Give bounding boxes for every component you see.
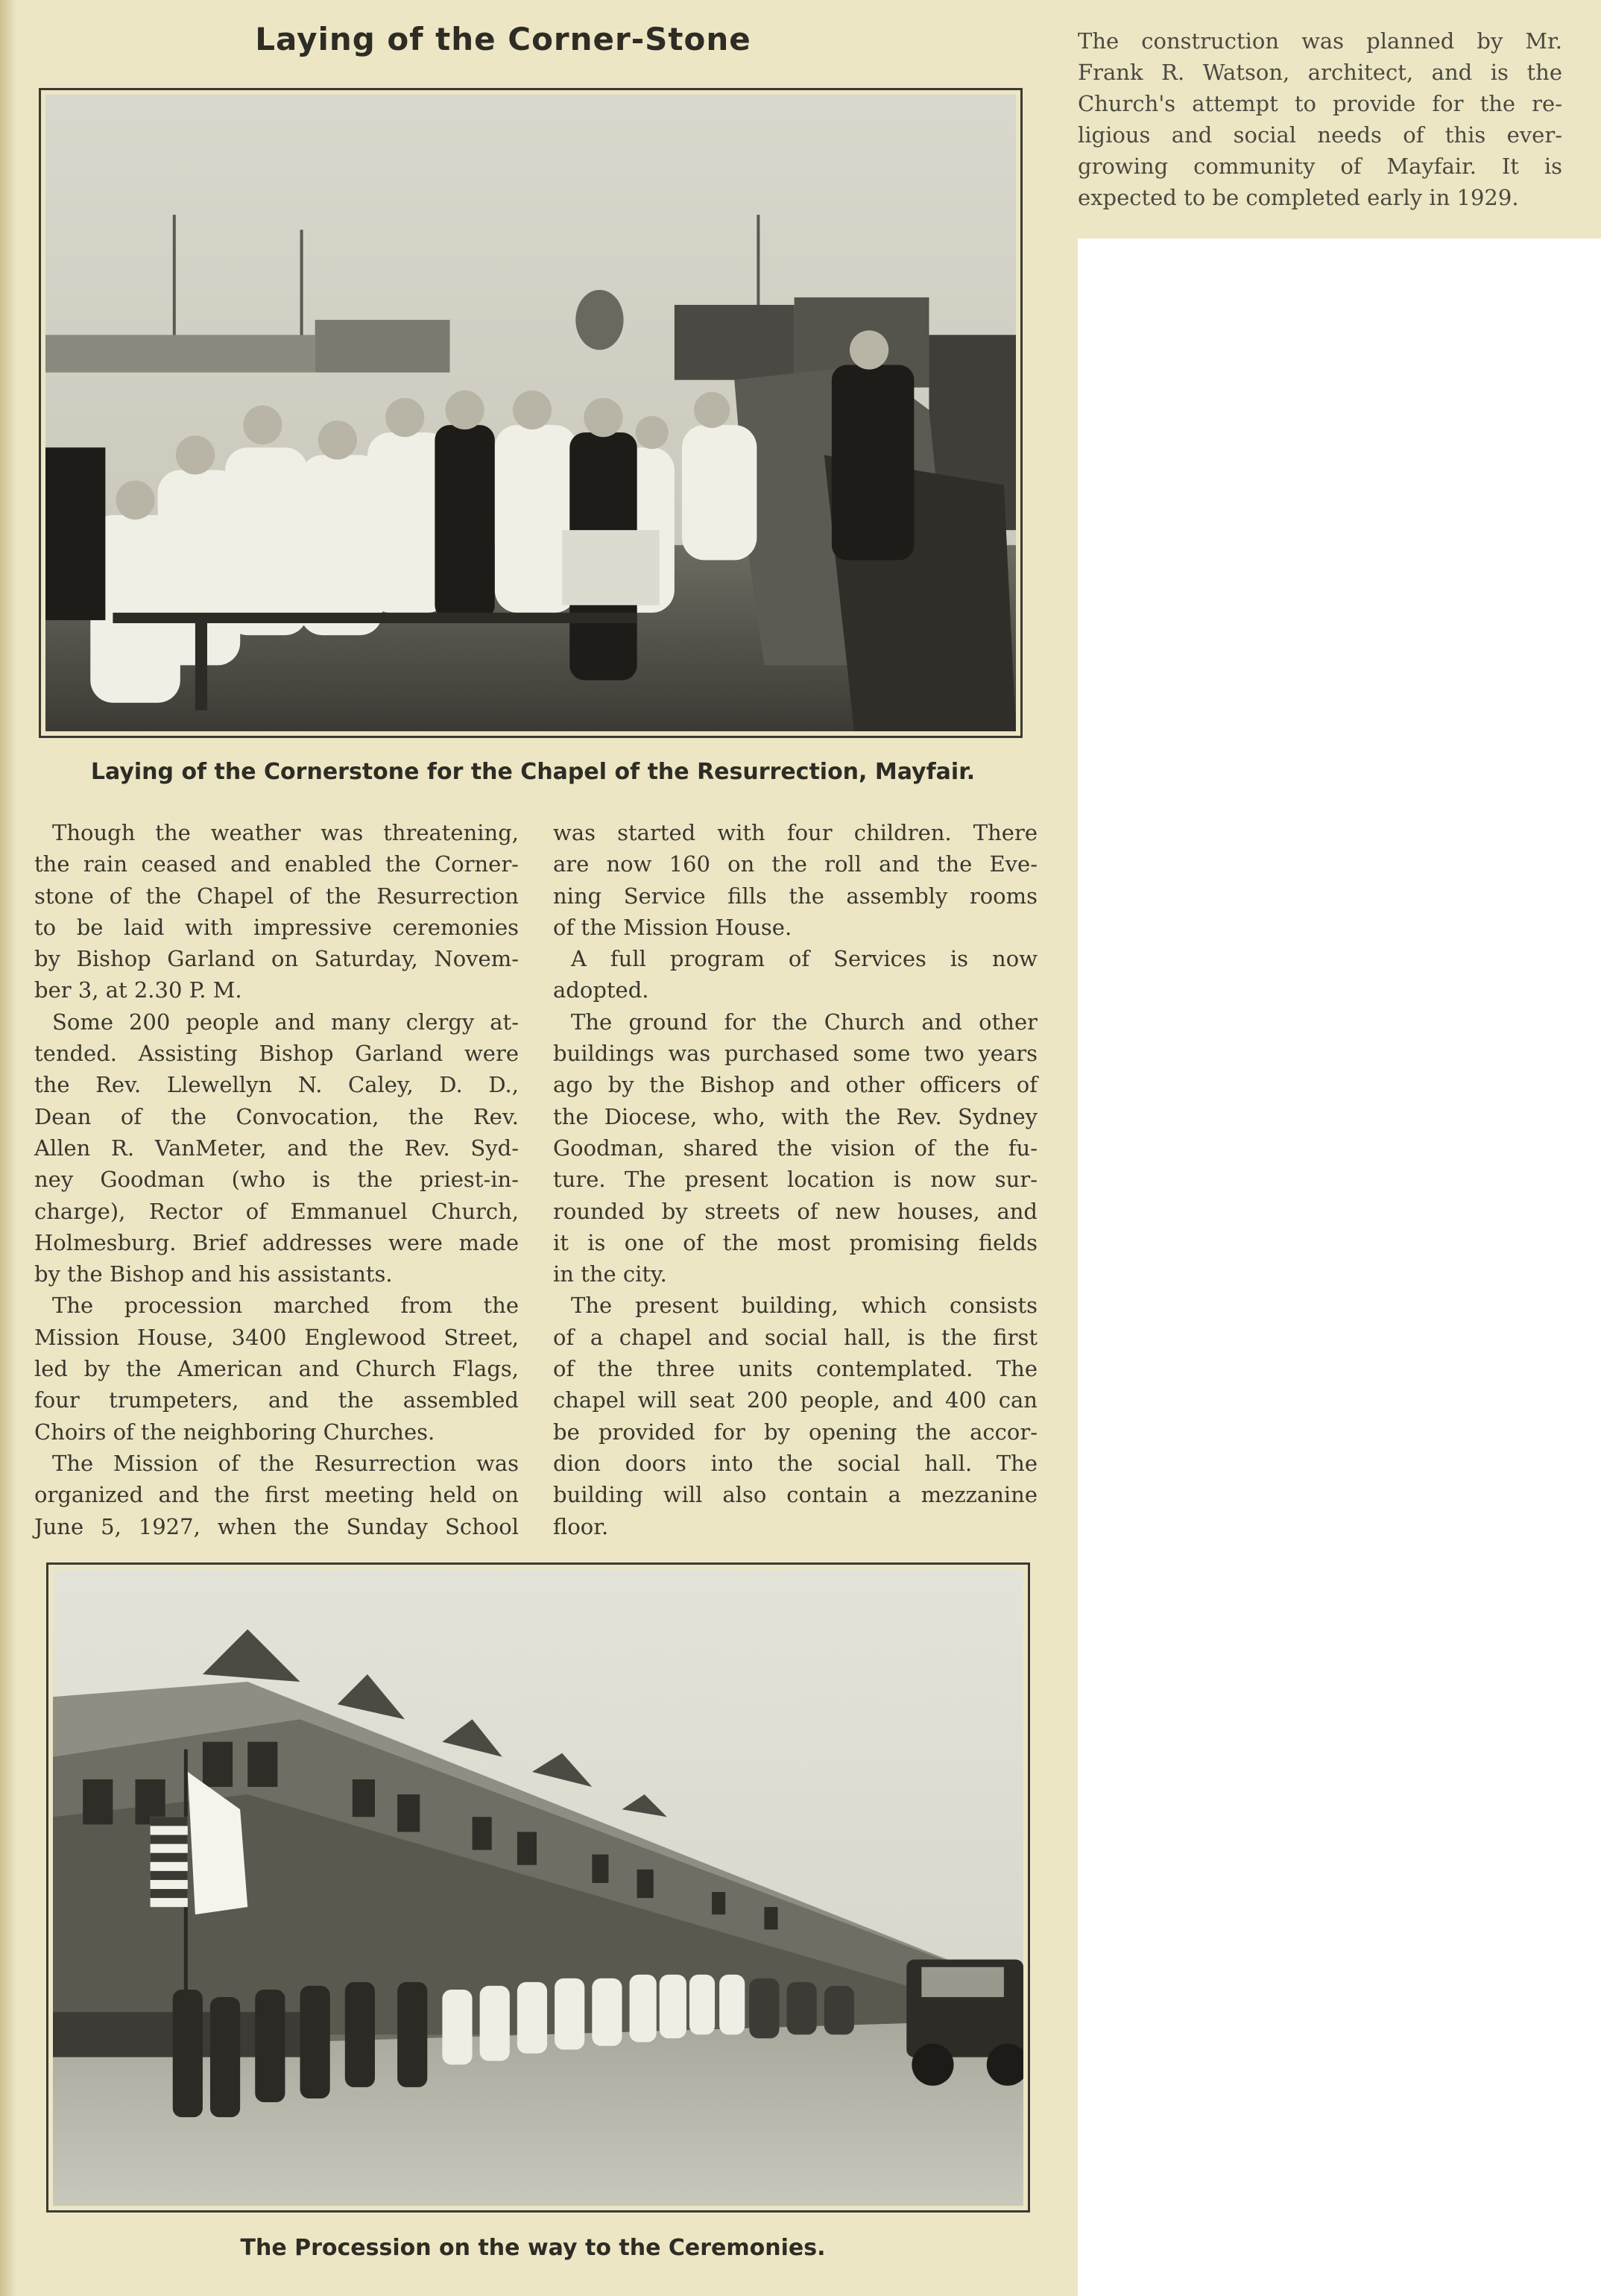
- text-line: Holmesburg. Brief addresses were made: [34, 1229, 519, 1255]
- cornerstone-photo: [39, 88, 1023, 738]
- text-line: rounded by streets of new houses, and: [553, 1198, 1038, 1224]
- text-line: Goodman, shared the vision of the fu-: [553, 1135, 1038, 1161]
- text-line: The ground for the Church and other: [571, 1009, 1038, 1035]
- procession-caption: The Procession on the way to the Ceremonies.: [240, 2235, 826, 2261]
- text-line: four trumpeters, and the assembled: [34, 1387, 519, 1413]
- text-line: Mission House, 3400 Englewood Street,: [34, 1324, 519, 1350]
- article-column-2: [553, 817, 1038, 1542]
- text-line: Allen R. VanMeter, and the Rev. Syd-: [34, 1135, 519, 1161]
- text-line: floor.: [553, 1513, 609, 1539]
- text-line: the Diocese, who, with the Rev. Sydney: [553, 1103, 1038, 1129]
- text-line: dion doors into the social hall. The: [553, 1450, 1038, 1476]
- text-line: growing community of Mayfair. It is: [1078, 154, 1562, 179]
- text-line: The procession marched from the: [52, 1293, 519, 1319]
- text-line: Dean of the Convocation, the Rev.: [34, 1103, 519, 1129]
- text-line: in the city.: [553, 1261, 667, 1287]
- text-line: June 5, 1927, when the Sunday School: [34, 1513, 519, 1539]
- text-line: the rain ceased and enabled the Corner-: [34, 851, 519, 877]
- text-line: of the three units contemplated. The: [553, 1356, 1038, 1382]
- text-line: are now 160 on the roll and the Eve-: [553, 851, 1038, 877]
- text-line: ligious and social needs of this ever-: [1078, 122, 1562, 148]
- text-line: Though the weather was threatening,: [52, 820, 519, 845]
- text-line: be provided for by opening the accor-: [553, 1419, 1038, 1445]
- text-line: The present building, which consists: [571, 1293, 1038, 1319]
- text-line: Choirs of the neighboring Churches.: [34, 1419, 435, 1445]
- text-line: to be laid with impressive ceremonies: [34, 914, 519, 940]
- procession-photo-image: [53, 1569, 1023, 2206]
- text-line: charge), Rector of Emmanuel Church,: [34, 1198, 519, 1224]
- text-line: by the Bishop and his assistants.: [34, 1261, 393, 1287]
- text-line: ture. The present location is now sur-: [553, 1167, 1038, 1193]
- article-column-1: [34, 817, 519, 1542]
- text-line: by Bishop Garland on Saturday, Novem-: [34, 946, 519, 972]
- text-line: ney Goodman (who is the priest-in-: [34, 1167, 519, 1193]
- text-line: it is one of the most promising fields: [553, 1229, 1038, 1255]
- text-line: the Rev. Llewellyn N. Caley, D. D.,: [34, 1072, 519, 1098]
- procession-photo: [46, 1562, 1030, 2213]
- text-line: expected to be completed early in 1929.: [1078, 185, 1519, 210]
- text-line: The Mission of the Resurrection was: [52, 1450, 519, 1476]
- text-line: The construction was planned by Mr.: [1078, 28, 1562, 54]
- text-line: ning Service fills the assembly rooms: [553, 883, 1038, 909]
- text-line: A full program of Services is now: [571, 946, 1038, 972]
- cornerstone-photo-image: [45, 95, 1016, 731]
- text-line: ago by the Bishop and other officers of: [553, 1072, 1038, 1098]
- text-line: tended. Assisting Bishop Garland were: [34, 1041, 519, 1067]
- text-line: organized and the first meeting held on: [34, 1482, 519, 1508]
- page-edge-shadow: [0, 0, 16, 2296]
- page-title: Laying of the Corner-Stone: [255, 21, 751, 57]
- text-line: adopted.: [553, 977, 649, 1003]
- text-line: was started with four children. There: [553, 820, 1038, 845]
- text-line: Some 200 people and many clergy at-: [52, 1009, 519, 1035]
- text-line: Frank R. Watson, architect, and is the: [1078, 60, 1562, 85]
- text-line: stone of the Chapel of the Resurrection: [34, 883, 519, 909]
- text-line: building will also contain a mezzanine: [553, 1482, 1038, 1508]
- text-line: Church's attempt to provide for the re-: [1078, 91, 1562, 116]
- text-line: of the Mission House.: [553, 914, 792, 940]
- sidebar-text: [1078, 25, 1562, 213]
- text-line: led by the American and Church Flags,: [34, 1356, 519, 1382]
- cornerstone-caption: Laying of the Cornerstone for the Chapel of the Resurrection, Mayfair.: [90, 759, 976, 785]
- text-line: ber 3, at 2.30 P. M.: [34, 977, 242, 1003]
- text-line: chapel will seat 200 people, and 400 can: [553, 1387, 1038, 1413]
- text-line: buildings was purchased some two years: [553, 1041, 1038, 1067]
- text-line: of a chapel and social hall, is the first: [553, 1324, 1038, 1350]
